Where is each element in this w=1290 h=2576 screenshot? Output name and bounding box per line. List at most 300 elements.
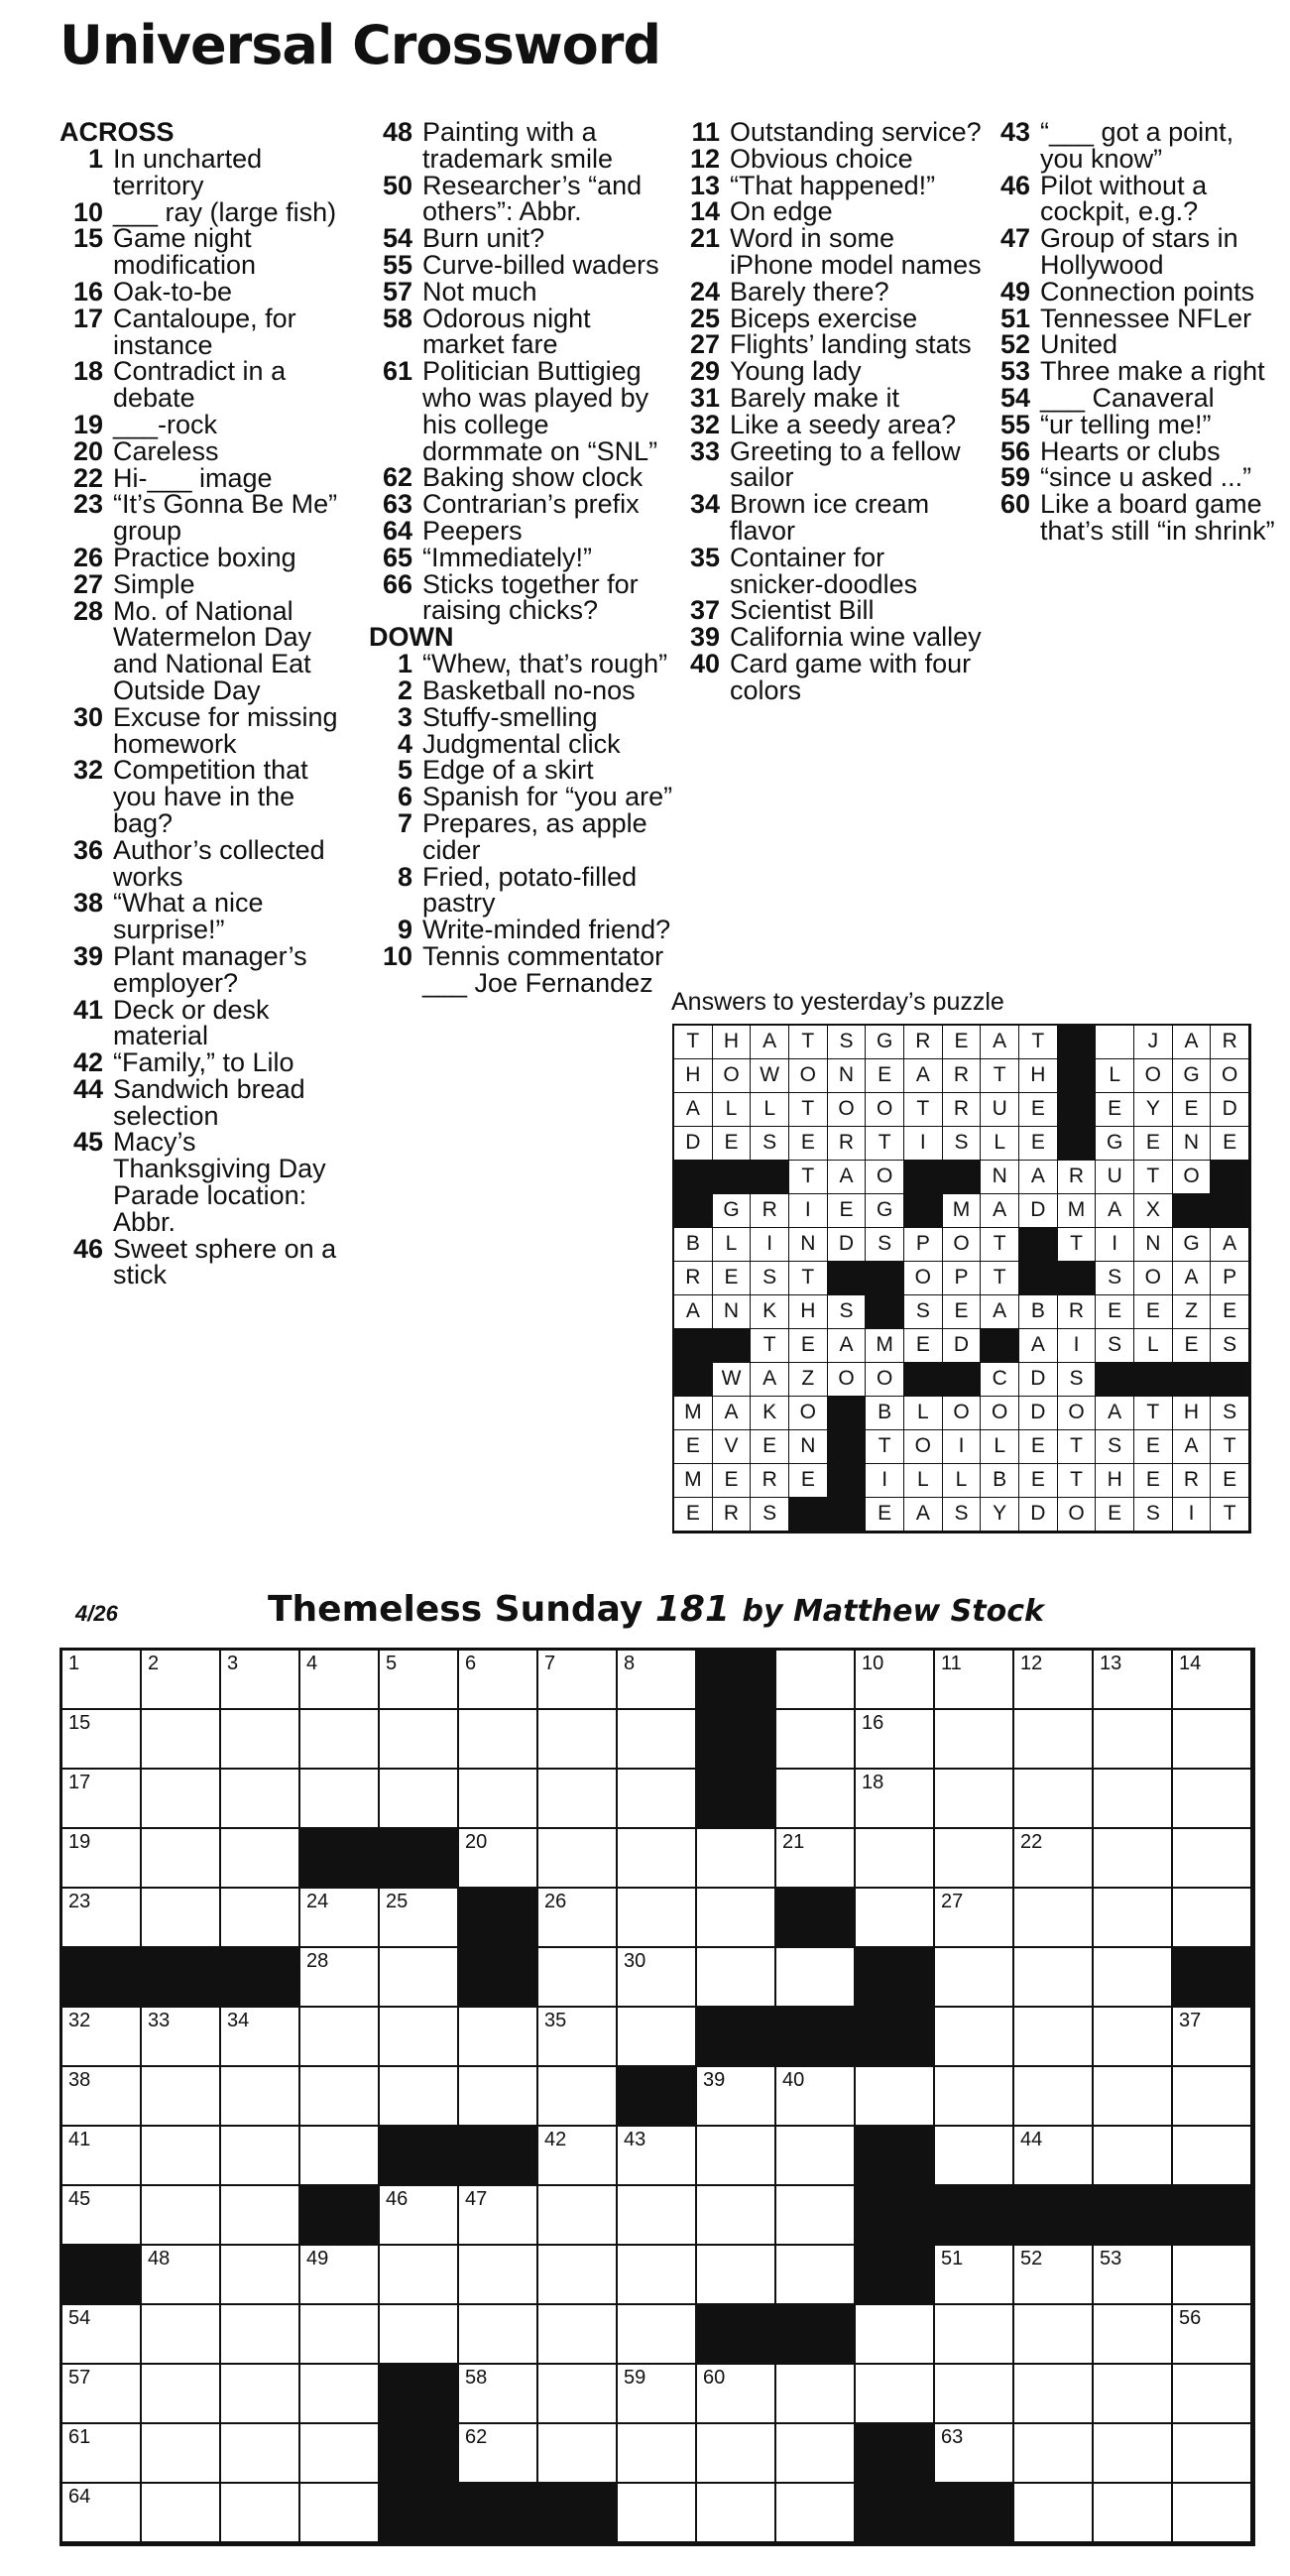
- grid-cell[interactable]: [1173, 2008, 1252, 2067]
- answer-cell: A: [1096, 1194, 1134, 1228]
- grid-cell[interactable]: [618, 2246, 697, 2305]
- grid-cell[interactable]: [697, 2484, 776, 2543]
- grid-cell[interactable]: [1173, 2484, 1252, 2543]
- clue-item: [369, 542, 676, 572]
- clue-text: Young lady: [730, 356, 862, 387]
- grid-cell[interactable]: [697, 2365, 776, 2424]
- clue-item: [676, 409, 984, 439]
- grid-cell[interactable]: [1094, 1651, 1173, 1710]
- grid-cell[interactable]: [1094, 2365, 1173, 2424]
- answer-cell: S: [751, 1262, 789, 1295]
- clue-item: [59, 834, 357, 892]
- grid-cell[interactable]: [776, 2067, 856, 2127]
- black-square: [380, 2424, 459, 2484]
- clue-text: Cantaloupe, for instance: [113, 303, 296, 360]
- grid-cell[interactable]: [62, 1710, 142, 1770]
- grid-cell[interactable]: [1094, 2067, 1173, 2127]
- grid-cell[interactable]: [380, 2305, 459, 2365]
- answer-grid: [672, 1024, 1251, 1533]
- grid-cell[interactable]: [697, 2186, 776, 2246]
- answer-cell: S: [1211, 1329, 1249, 1363]
- clue-text: Practice boxing: [113, 542, 296, 572]
- grid-cell[interactable]: [538, 1651, 618, 1710]
- grid-cell[interactable]: [856, 1829, 935, 1889]
- grid-cell[interactable]: [1014, 2067, 1094, 2127]
- grid-cell[interactable]: [142, 2365, 221, 2424]
- grid-cell[interactable]: [459, 2246, 538, 2305]
- grid-cell[interactable]: [1094, 1829, 1173, 1889]
- answer-cell: A: [828, 1329, 867, 1363]
- grid-cell[interactable]: [1094, 2424, 1173, 2484]
- clue-item: [369, 651, 676, 677]
- answer-cell: T: [751, 1329, 789, 1363]
- answer-cell: H: [713, 1026, 752, 1059]
- answer-black-square: [1173, 1363, 1212, 1397]
- crossword-grid: [59, 1648, 1255, 2546]
- grid-cell[interactable]: [1014, 1889, 1094, 1948]
- grid-cell[interactable]: [856, 1889, 935, 1948]
- grid-cell[interactable]: [776, 1948, 856, 2008]
- across-heading: ACROSS: [59, 117, 175, 147]
- black-square: [697, 1710, 776, 1770]
- answer-cell: N: [1134, 1228, 1173, 1262]
- grid-cell[interactable]: [1014, 1710, 1094, 1770]
- grid-cell[interactable]: [856, 2305, 935, 2365]
- answer-cell: G: [713, 1194, 752, 1228]
- cell-number: 13: [1100, 1653, 1122, 1674]
- grid-cell[interactable]: [776, 2484, 856, 2543]
- clue-text: Competition that you have in the bag?: [113, 755, 308, 838]
- clue-item: [676, 491, 984, 545]
- grid-cell[interactable]: [459, 2067, 538, 2127]
- grid-cell[interactable]: [1173, 1651, 1252, 1710]
- grid-cell[interactable]: [62, 2484, 142, 2543]
- grid-cell[interactable]: [142, 2246, 221, 2305]
- answer-black-square: [1058, 1059, 1097, 1093]
- grid-cell[interactable]: [538, 2186, 618, 2246]
- black-square: [697, 1770, 776, 1829]
- grid-cell[interactable]: [935, 1770, 1014, 1829]
- grid-cell[interactable]: [300, 1948, 380, 2008]
- clue-number: 10: [382, 940, 412, 971]
- grid-cell[interactable]: [776, 1710, 856, 1770]
- grid-cell[interactable]: [142, 2424, 221, 2484]
- clue-item: [676, 648, 984, 705]
- grid-cell[interactable]: [697, 2127, 776, 2186]
- grid-cell[interactable]: [380, 1948, 459, 2008]
- grid-cell[interactable]: [142, 1651, 221, 1710]
- grid-cell[interactable]: [1173, 2424, 1252, 2484]
- grid-cell[interactable]: [1173, 2067, 1252, 2127]
- clue-item: [369, 249, 676, 280]
- cell-number: 35: [544, 2010, 567, 2031]
- grid-cell[interactable]: [300, 2008, 380, 2067]
- clue-item: [676, 303, 984, 333]
- grid-cell[interactable]: [62, 2127, 142, 2186]
- grid-cell[interactable]: [618, 1829, 697, 1889]
- clue-number: 12: [689, 143, 720, 174]
- grid-cell[interactable]: [538, 2365, 618, 2424]
- grid-cell[interactable]: [459, 1770, 538, 1829]
- grid-cell[interactable]: [62, 1889, 142, 1948]
- puzzle-byline: by Matthew Stock: [742, 1594, 1044, 1629]
- grid-cell[interactable]: [221, 2246, 300, 2305]
- grid-cell[interactable]: [1094, 1948, 1173, 2008]
- grid-cell[interactable]: [221, 1770, 300, 1829]
- clue-text: Greeting to a fellow sailor: [730, 435, 961, 493]
- grid-cell[interactable]: [459, 1651, 538, 1710]
- clue-item: [59, 276, 357, 307]
- grid-cell[interactable]: [300, 2365, 380, 2424]
- cell-number: 17: [68, 1772, 91, 1793]
- clue-item: [369, 464, 676, 491]
- clue-text: Container for snicker-doodles: [730, 542, 918, 599]
- grid-cell[interactable]: [62, 1770, 142, 1829]
- grid-cell[interactable]: [300, 2484, 380, 2543]
- black-square: [300, 1829, 380, 1889]
- grid-cell[interactable]: [62, 2067, 142, 2127]
- grid-cell[interactable]: [935, 2424, 1014, 2484]
- grid-cell[interactable]: [459, 2365, 538, 2424]
- grid-cell[interactable]: [142, 1770, 221, 1829]
- grid-cell[interactable]: [62, 1829, 142, 1889]
- grid-cell[interactable]: [856, 1651, 935, 1710]
- clue-item: [676, 198, 984, 225]
- clue-text: Stuffy-smelling: [422, 701, 598, 732]
- grid-cell[interactable]: [935, 2246, 1014, 2305]
- grid-cell[interactable]: [142, 2186, 221, 2246]
- grid-cell[interactable]: [935, 2127, 1014, 2186]
- clue-number: 7: [397, 807, 412, 838]
- black-square: [380, 2484, 459, 2543]
- grid-cell[interactable]: [221, 1710, 300, 1770]
- grid-cell[interactable]: [300, 2067, 380, 2127]
- grid-cell[interactable]: [62, 2186, 142, 2246]
- answer-cell: E: [1211, 1295, 1249, 1329]
- grid-cell[interactable]: [1094, 1770, 1173, 1829]
- cell-number: 28: [306, 1950, 329, 1972]
- grid-cell[interactable]: [62, 2008, 142, 2067]
- grid-cell[interactable]: [618, 2127, 697, 2186]
- black-square: [1094, 2186, 1173, 2246]
- grid-cell[interactable]: [221, 1651, 300, 1710]
- grid-cell[interactable]: [935, 1889, 1014, 1948]
- grid-cell[interactable]: [300, 1889, 380, 1948]
- grid-cell[interactable]: [380, 2008, 459, 2067]
- grid-cell[interactable]: [221, 2186, 300, 2246]
- grid-cell[interactable]: [618, 2305, 697, 2365]
- grid-cell[interactable]: [459, 1829, 538, 1889]
- grid-cell[interactable]: [618, 1889, 697, 1948]
- grid-cell[interactable]: [935, 2365, 1014, 2424]
- grid-cell[interactable]: [1014, 2127, 1094, 2186]
- grid-cell[interactable]: [618, 1770, 697, 1829]
- answer-cell: A: [904, 1059, 943, 1093]
- grid-cell[interactable]: [459, 2008, 538, 2067]
- clue-text: Spanish for “you are”: [422, 782, 673, 812]
- cell-number: 20: [465, 1831, 488, 1853]
- grid-cell[interactable]: [776, 2186, 856, 2246]
- grid-cell[interactable]: [300, 1651, 380, 1710]
- grid-cell[interactable]: [538, 2127, 618, 2186]
- clue-text: Tennessee NFLer: [1040, 303, 1252, 333]
- grid-cell[interactable]: [935, 1710, 1014, 1770]
- grid-cell[interactable]: [1173, 1770, 1252, 1829]
- grid-cell[interactable]: [221, 2484, 300, 2543]
- grid-cell[interactable]: [1173, 2246, 1252, 2305]
- clue-text: Contradict in a debate: [113, 356, 287, 414]
- grid-cell[interactable]: [776, 2127, 856, 2186]
- clue-text: “ur telling me!”: [1040, 409, 1212, 439]
- grid-cell[interactable]: [1014, 2246, 1094, 2305]
- grid-cell[interactable]: [380, 1770, 459, 1829]
- grid-cell[interactable]: [62, 2424, 142, 2484]
- clue-number: 65: [382, 542, 412, 572]
- grid-cell[interactable]: [380, 2067, 459, 2127]
- answer-cell: N: [789, 1430, 828, 1464]
- grid-cell[interactable]: [856, 2067, 935, 2127]
- grid-cell[interactable]: [935, 2305, 1014, 2365]
- grid-cell[interactable]: [618, 1651, 697, 1710]
- grid-cell[interactable]: [697, 2067, 776, 2127]
- grid-cell[interactable]: [935, 1651, 1014, 1710]
- grid-cell[interactable]: [221, 2305, 300, 2365]
- grid-cell[interactable]: [1094, 2127, 1173, 2186]
- grid-cell[interactable]: [300, 2127, 380, 2186]
- grid-cell[interactable]: [380, 1710, 459, 1770]
- grid-cell[interactable]: [1094, 2008, 1173, 2067]
- grid-cell[interactable]: [1014, 2424, 1094, 2484]
- grid-cell[interactable]: [1014, 1770, 1094, 1829]
- grid-cell[interactable]: [221, 1889, 300, 1948]
- grid-cell[interactable]: [538, 1889, 618, 1948]
- cell-number: 33: [148, 2010, 171, 2031]
- grid-cell[interactable]: [1094, 2484, 1173, 2543]
- answer-cell: A: [981, 1026, 1019, 1059]
- grid-cell[interactable]: [62, 1651, 142, 1710]
- grid-cell[interactable]: [697, 1829, 776, 1889]
- grid-cell[interactable]: [1173, 1829, 1252, 1889]
- grid-cell[interactable]: [1014, 1948, 1094, 2008]
- grid-cell[interactable]: [618, 2365, 697, 2424]
- answer-cell: L: [1134, 1329, 1173, 1363]
- grid-cell[interactable]: [142, 2067, 221, 2127]
- answer-black-square: [674, 1329, 713, 1363]
- clue-text: United: [1040, 329, 1118, 360]
- cell-number: 24: [306, 1891, 329, 1912]
- answer-cell: H: [1173, 1397, 1212, 1430]
- clue-text: Write-minded friend?: [422, 915, 671, 945]
- grid-cell[interactable]: [697, 1948, 776, 2008]
- grid-cell[interactable]: [1173, 1710, 1252, 1770]
- answer-cell: E: [943, 1295, 982, 1329]
- grid-cell[interactable]: [935, 1829, 1014, 1889]
- grid-cell[interactable]: [538, 2246, 618, 2305]
- clue-text: Card game with four colors: [730, 648, 972, 705]
- grid-cell[interactable]: [380, 1651, 459, 1710]
- grid-cell[interactable]: [1173, 2127, 1252, 2186]
- grid-cell[interactable]: [62, 2365, 142, 2424]
- answer-cell: O: [713, 1059, 752, 1093]
- clue-text: Simple: [113, 568, 195, 599]
- clue-item: [676, 143, 984, 174]
- clue-item: [59, 409, 357, 439]
- grid-cell[interactable]: [1014, 1829, 1094, 1889]
- grid-cell[interactable]: [618, 2008, 697, 2067]
- grid-cell[interactable]: [221, 2067, 300, 2127]
- answer-cell: E: [1096, 1093, 1134, 1127]
- answer-cell: O: [981, 1397, 1019, 1430]
- answer-cell: L: [981, 1127, 1019, 1161]
- grid-cell[interactable]: [856, 1770, 935, 1829]
- grid-cell[interactable]: [538, 2067, 618, 2127]
- cell-number: 26: [544, 1891, 567, 1912]
- grid-cell[interactable]: [1094, 1889, 1173, 1948]
- grid-cell[interactable]: [538, 1948, 618, 2008]
- grid-cell[interactable]: [221, 2008, 300, 2067]
- grid-cell[interactable]: [697, 2246, 776, 2305]
- grid-cell[interactable]: [1014, 2008, 1094, 2067]
- grid-cell[interactable]: [538, 1829, 618, 1889]
- clue-text: Curve-billed waders: [422, 249, 659, 280]
- answer-cell: S: [751, 1498, 789, 1532]
- grid-cell[interactable]: [142, 1889, 221, 1948]
- grid-cell[interactable]: [1094, 2305, 1173, 2365]
- grid-cell[interactable]: [459, 1710, 538, 1770]
- grid-cell[interactable]: [697, 2424, 776, 2484]
- answer-cell: E: [1019, 1464, 1058, 1498]
- grid-cell[interactable]: [1014, 1651, 1094, 1710]
- grid-cell[interactable]: [459, 2305, 538, 2365]
- grid-cell[interactable]: [300, 2305, 380, 2365]
- grid-cell[interactable]: [380, 2246, 459, 2305]
- grid-cell[interactable]: [221, 2127, 300, 2186]
- grid-cell[interactable]: [776, 1829, 856, 1889]
- grid-cell[interactable]: [1014, 2484, 1094, 2543]
- grid-cell[interactable]: [618, 1948, 697, 2008]
- black-square: [1014, 2186, 1094, 2246]
- grid-cell[interactable]: [300, 2424, 380, 2484]
- grid-cell[interactable]: [142, 1710, 221, 1770]
- answer-cell: N: [789, 1228, 828, 1262]
- grid-cell[interactable]: [380, 2186, 459, 2246]
- black-square: [856, 2246, 935, 2305]
- clue-text: Author’s collected works: [113, 834, 325, 892]
- answer-cell: O: [943, 1397, 982, 1430]
- cell-number: 41: [68, 2129, 91, 2150]
- cell-number: 3: [227, 1653, 239, 1674]
- grid-cell[interactable]: [538, 2305, 618, 2365]
- clue-item: [369, 225, 676, 252]
- clue-number: 2: [397, 675, 412, 705]
- clue-item: [369, 119, 676, 173]
- grid-cell[interactable]: [1094, 2246, 1173, 2305]
- grid-cell[interactable]: [776, 1770, 856, 1829]
- grid-cell[interactable]: [618, 1710, 697, 1770]
- grid-cell[interactable]: [776, 2365, 856, 2424]
- black-square: [935, 2186, 1014, 2246]
- answer-cell: E: [943, 1026, 982, 1059]
- grid-cell[interactable]: [1173, 2365, 1252, 2424]
- clue-item: [59, 196, 357, 227]
- answer-cell: E: [1211, 1464, 1249, 1498]
- answer-black-square: [1058, 1093, 1097, 1127]
- clue-text: Obvious choice: [730, 143, 913, 174]
- grid-cell[interactable]: [142, 1829, 221, 1889]
- grid-cell[interactable]: [142, 2008, 221, 2067]
- grid-cell[interactable]: [300, 1710, 380, 1770]
- clue-text: Careless: [113, 435, 219, 466]
- clue-text: Peepers: [422, 515, 523, 546]
- grid-cell[interactable]: [538, 1770, 618, 1829]
- black-square: [62, 2246, 142, 2305]
- grid-cell[interactable]: [776, 1651, 856, 1710]
- clue-number: 1: [87, 144, 103, 174]
- answer-cell: E: [713, 1262, 752, 1295]
- answers-label: Answers to yesterday’s puzzle: [671, 988, 1004, 1016]
- cell-number: 5: [386, 1653, 398, 1674]
- clue-number: 22: [72, 462, 103, 493]
- grid-cell[interactable]: [459, 2424, 538, 2484]
- grid-cell[interactable]: [697, 1889, 776, 1948]
- grid-cell[interactable]: [1014, 2305, 1094, 2365]
- grid-cell[interactable]: [538, 2008, 618, 2067]
- grid-cell[interactable]: [618, 2424, 697, 2484]
- clue-number: 5: [397, 755, 412, 786]
- grid-cell[interactable]: [538, 2424, 618, 2484]
- grid-cell[interactable]: [221, 2365, 300, 2424]
- grid-cell[interactable]: [459, 2186, 538, 2246]
- grid-cell[interactable]: [1014, 2365, 1094, 2424]
- grid-cell[interactable]: [221, 1829, 300, 1889]
- grid-cell[interactable]: [538, 1710, 618, 1770]
- grid-cell[interactable]: [221, 2424, 300, 2484]
- grid-cell[interactable]: [300, 1770, 380, 1829]
- grid-cell[interactable]: [935, 2008, 1014, 2067]
- grid-cell[interactable]: [776, 2424, 856, 2484]
- grid-cell[interactable]: [1173, 2305, 1252, 2365]
- grid-cell[interactable]: [380, 1889, 459, 1948]
- grid-cell[interactable]: [1094, 1710, 1173, 1770]
- grid-cell[interactable]: [142, 2305, 221, 2365]
- grid-cell[interactable]: [618, 2484, 697, 2543]
- answer-cell: S: [1058, 1363, 1097, 1397]
- clue-number: 19: [72, 409, 103, 439]
- grid-cell[interactable]: [776, 2246, 856, 2305]
- grid-cell[interactable]: [1173, 1889, 1252, 1948]
- grid-cell[interactable]: [856, 1710, 935, 1770]
- grid-cell[interactable]: [935, 2067, 1014, 2127]
- clue-item: [987, 170, 1284, 227]
- grid-cell[interactable]: [935, 1948, 1014, 2008]
- cell-number: 8: [624, 1653, 636, 1674]
- clue-item: [987, 435, 1284, 466]
- answer-cell: K: [751, 1295, 789, 1329]
- grid-cell[interactable]: [618, 2186, 697, 2246]
- grid-cell[interactable]: [142, 2127, 221, 2186]
- clue-item: [59, 701, 357, 759]
- answer-cell: E: [866, 1059, 904, 1093]
- grid-cell[interactable]: [62, 2305, 142, 2365]
- clue-text: Group of stars in Hollywood: [1040, 223, 1238, 280]
- answer-cell: A: [904, 1498, 943, 1532]
- grid-cell[interactable]: [142, 2484, 221, 2543]
- grid-cell[interactable]: [300, 2246, 380, 2305]
- grid-cell[interactable]: [856, 2365, 935, 2424]
- clue-item: [987, 491, 1284, 545]
- cell-number: 51: [941, 2248, 964, 2269]
- clue-item: [369, 728, 676, 759]
